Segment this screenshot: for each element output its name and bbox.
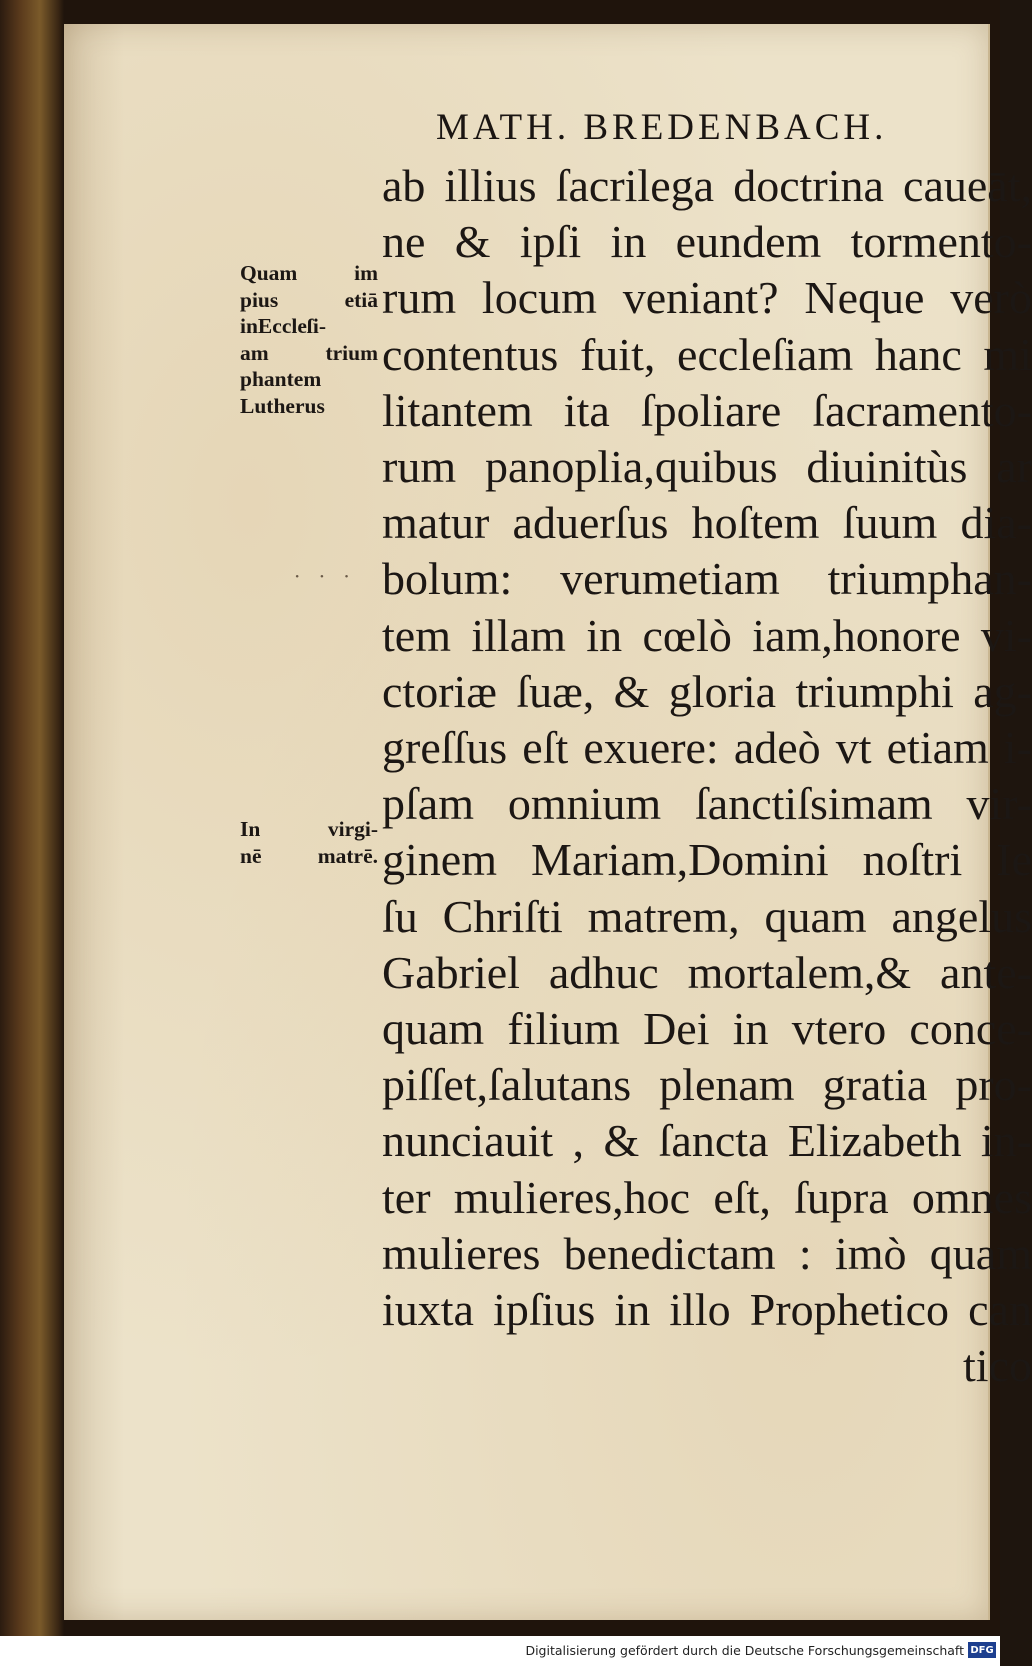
digitization-footer [0, 1636, 1000, 1666]
marginal-note-line: nē matrē. [240, 843, 378, 868]
funding-credit: Digitalisierung gefördert durch die Deutsche Forschungsgemeinschaft [525, 1643, 964, 1658]
body-text [382, 158, 1032, 1394]
text-line: nunciauit , & ſancta Elizabeth in- [382, 1115, 1032, 1167]
text-line: piſſet,ſalutans plenam gratia pro- [382, 1059, 1032, 1111]
text-line: ab illius ſacrilega doctrina caueāt, [382, 160, 1032, 211]
marginal-note-line: am trium [240, 340, 378, 365]
text-line: rum locum veniant? Neque verò [382, 272, 1032, 324]
text-line: mulieres benedictam : imò quam [382, 1227, 1032, 1279]
running-head: MATH. BREDENBACH. [436, 107, 888, 148]
text-line: bolum: verumetiam triumphan- [382, 553, 1032, 605]
marginal-note-line: In virgi- [240, 817, 378, 841]
text-line: tem illam in cœlò iam,honore vi- [382, 609, 1032, 661]
catchword: tico [963, 1340, 1032, 1392]
book-page [64, 24, 1032, 1620]
text-line: ne & ipſi in eundem tormento- [382, 216, 1032, 268]
text-line: ctoriæ ſuæ, & gloria triumphi ag- [382, 665, 1032, 717]
text-line: iuxta ipſius in illo Prophetico can [382, 1284, 1032, 1336]
text-line: ter mulieres,hoc eſt, ſupra omnes [382, 1171, 1032, 1223]
text-line: ſu Chriſti matrem, quam angelus [382, 890, 1032, 942]
dfg-logo-icon: DFG [968, 1642, 996, 1658]
text-line: quam filium Dei in vtero conce- [382, 1003, 1032, 1055]
ink-specks: · · · [294, 564, 356, 588]
text-line: pſam omnium ſanctiſsimam vir- [382, 778, 1032, 830]
marginal-note [240, 816, 378, 869]
text-line: Gabriel adhuc mortalem,& ante- [382, 946, 1032, 998]
text-line: rum panoplia,quibus diuinitùs ar [382, 441, 1032, 493]
marginal-note-line: pius etiā [240, 287, 378, 312]
text-line: litantem ita ſpoliare ſacramento- [382, 384, 1032, 436]
text-line: matur aduerſus hoſtem ſuum dia- [382, 497, 1032, 549]
marginal-note-line: inEccleſi- [240, 314, 326, 338]
text-line: greſſus eſt exuere: adeò vt etiam i- [382, 722, 1032, 774]
text-line: ginem Mariam,Domini noſtri Ie [382, 834, 1032, 886]
marginal-note-line: Lutherus [240, 393, 325, 418]
text-line: contentus fuit, eccleſiam hanc mi [382, 328, 1032, 380]
marginal-note-line: Quam im [240, 261, 378, 285]
marginal-note [240, 260, 378, 419]
marginal-note-line: phantem [240, 367, 322, 391]
